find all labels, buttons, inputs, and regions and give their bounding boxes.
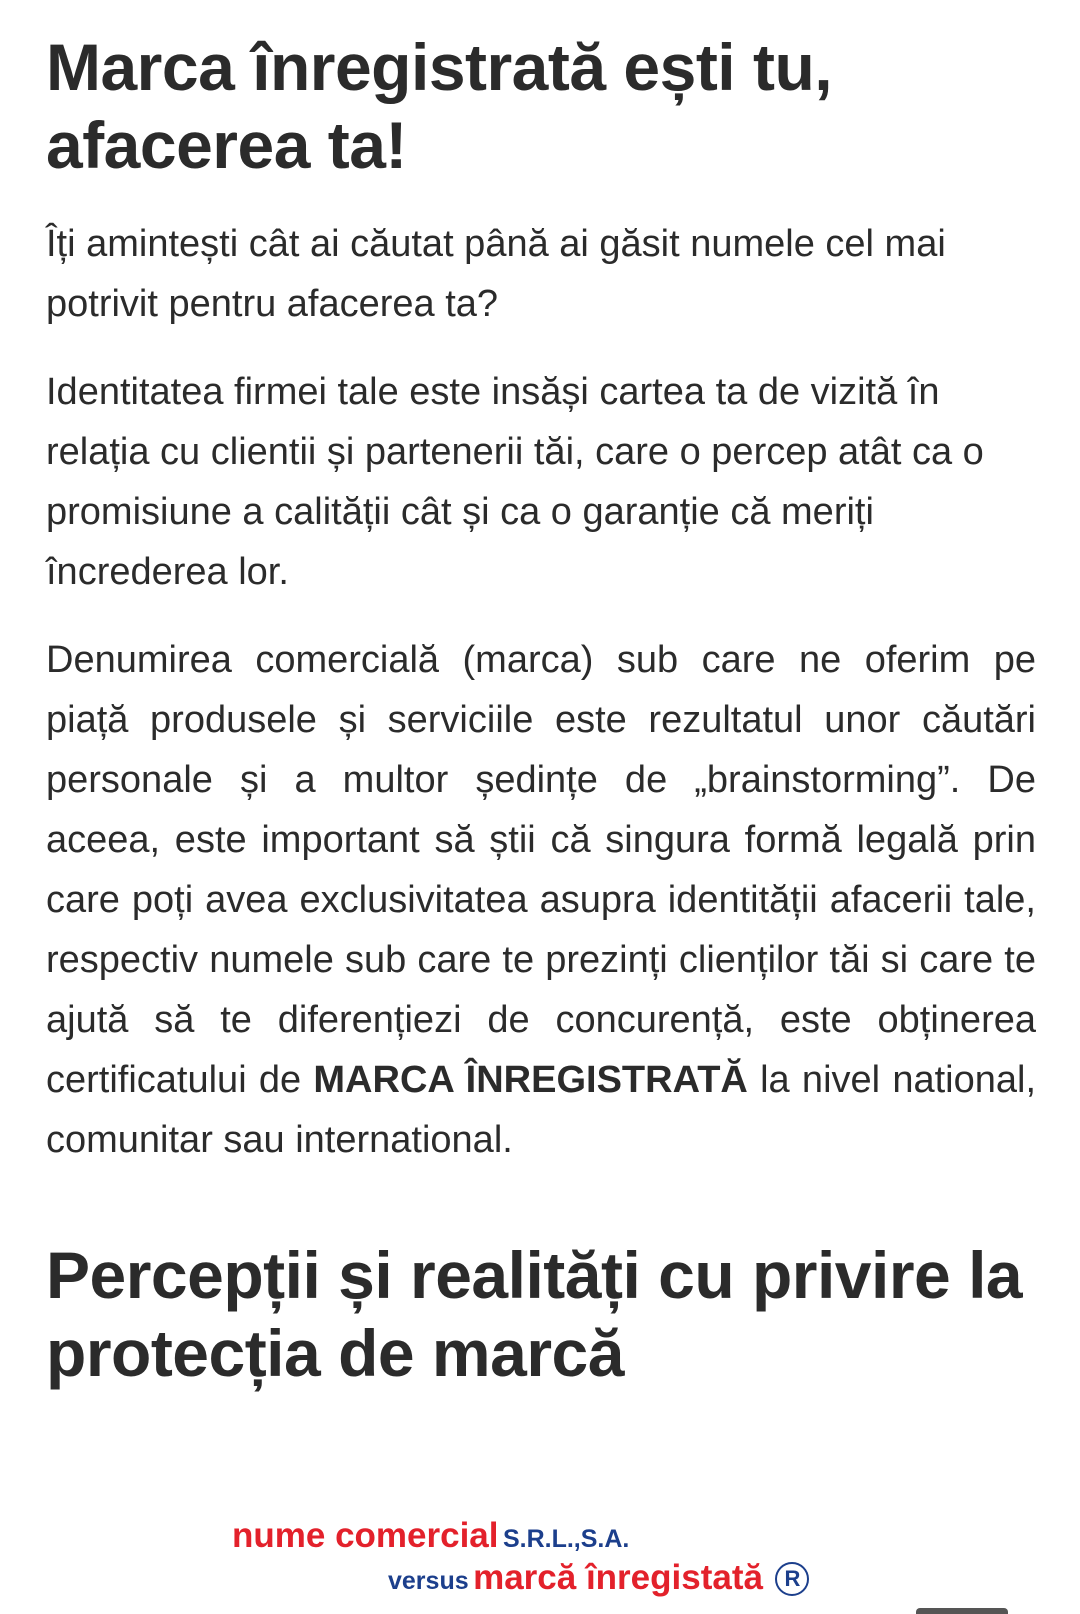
intro-paragraph: Îți amintești cât ai căutat până ai găsit numele cel mai potrivit pentru afacerea ta?: [46, 223, 946, 325]
trademark-paragraph: [46, 630, 1036, 1170]
banner-registered-mark: marcă înregistată: [473, 1558, 763, 1597]
trademark-bold-term: MARCA ÎNREGISTRATĂ: [313, 1059, 748, 1101]
banner-trade-name: nume comercial: [232, 1516, 499, 1555]
banner-company-types: S.R.L.,S.A.: [502, 1525, 630, 1553]
trademark-paragraph-text: Denumirea comercială (marca) sub care ne oferim pe piață produsele și serviciile este rezultatul unor căutări personale și a multor ședințe de „brainstorming”. De aceea, este important să știi că singura formă legală prin care poți avea exclusivitatea asupra identității afacerii tale, respectiv numele sub care te prezinți clienților tăi si care te ajută să te diferențiezi de concurență, este obținerea certificatului de: [46, 639, 1036, 1101]
article-heading: Marca înregistrată ești tu, afacerea ta!: [46, 30, 833, 182]
trademark-banner-image: [0, 1516, 1080, 1614]
article-body: [46, 28, 1036, 1392]
banner-versus: versus: [388, 1567, 469, 1595]
banner-line-1: [232, 1516, 629, 1556]
section-heading: Percepții și realități cu privire la protecția de marcă: [46, 1238, 1023, 1390]
registered-symbol-icon: R: [775, 1562, 809, 1596]
identity-paragraph: Identitatea firmei tale este insăși cartea ta de vizită în relația cu clientii și partenerii tăi, care o percep atât ca o promisiune a calității cât și ca o garanție că meriți încrederea lor.: [46, 371, 984, 593]
trademark-paragraph-end: la nivel national, comunitar sau international.: [46, 1059, 1037, 1161]
banner-line-2: [388, 1558, 809, 1598]
scroll-handle[interactable]: [916, 1608, 1008, 1614]
